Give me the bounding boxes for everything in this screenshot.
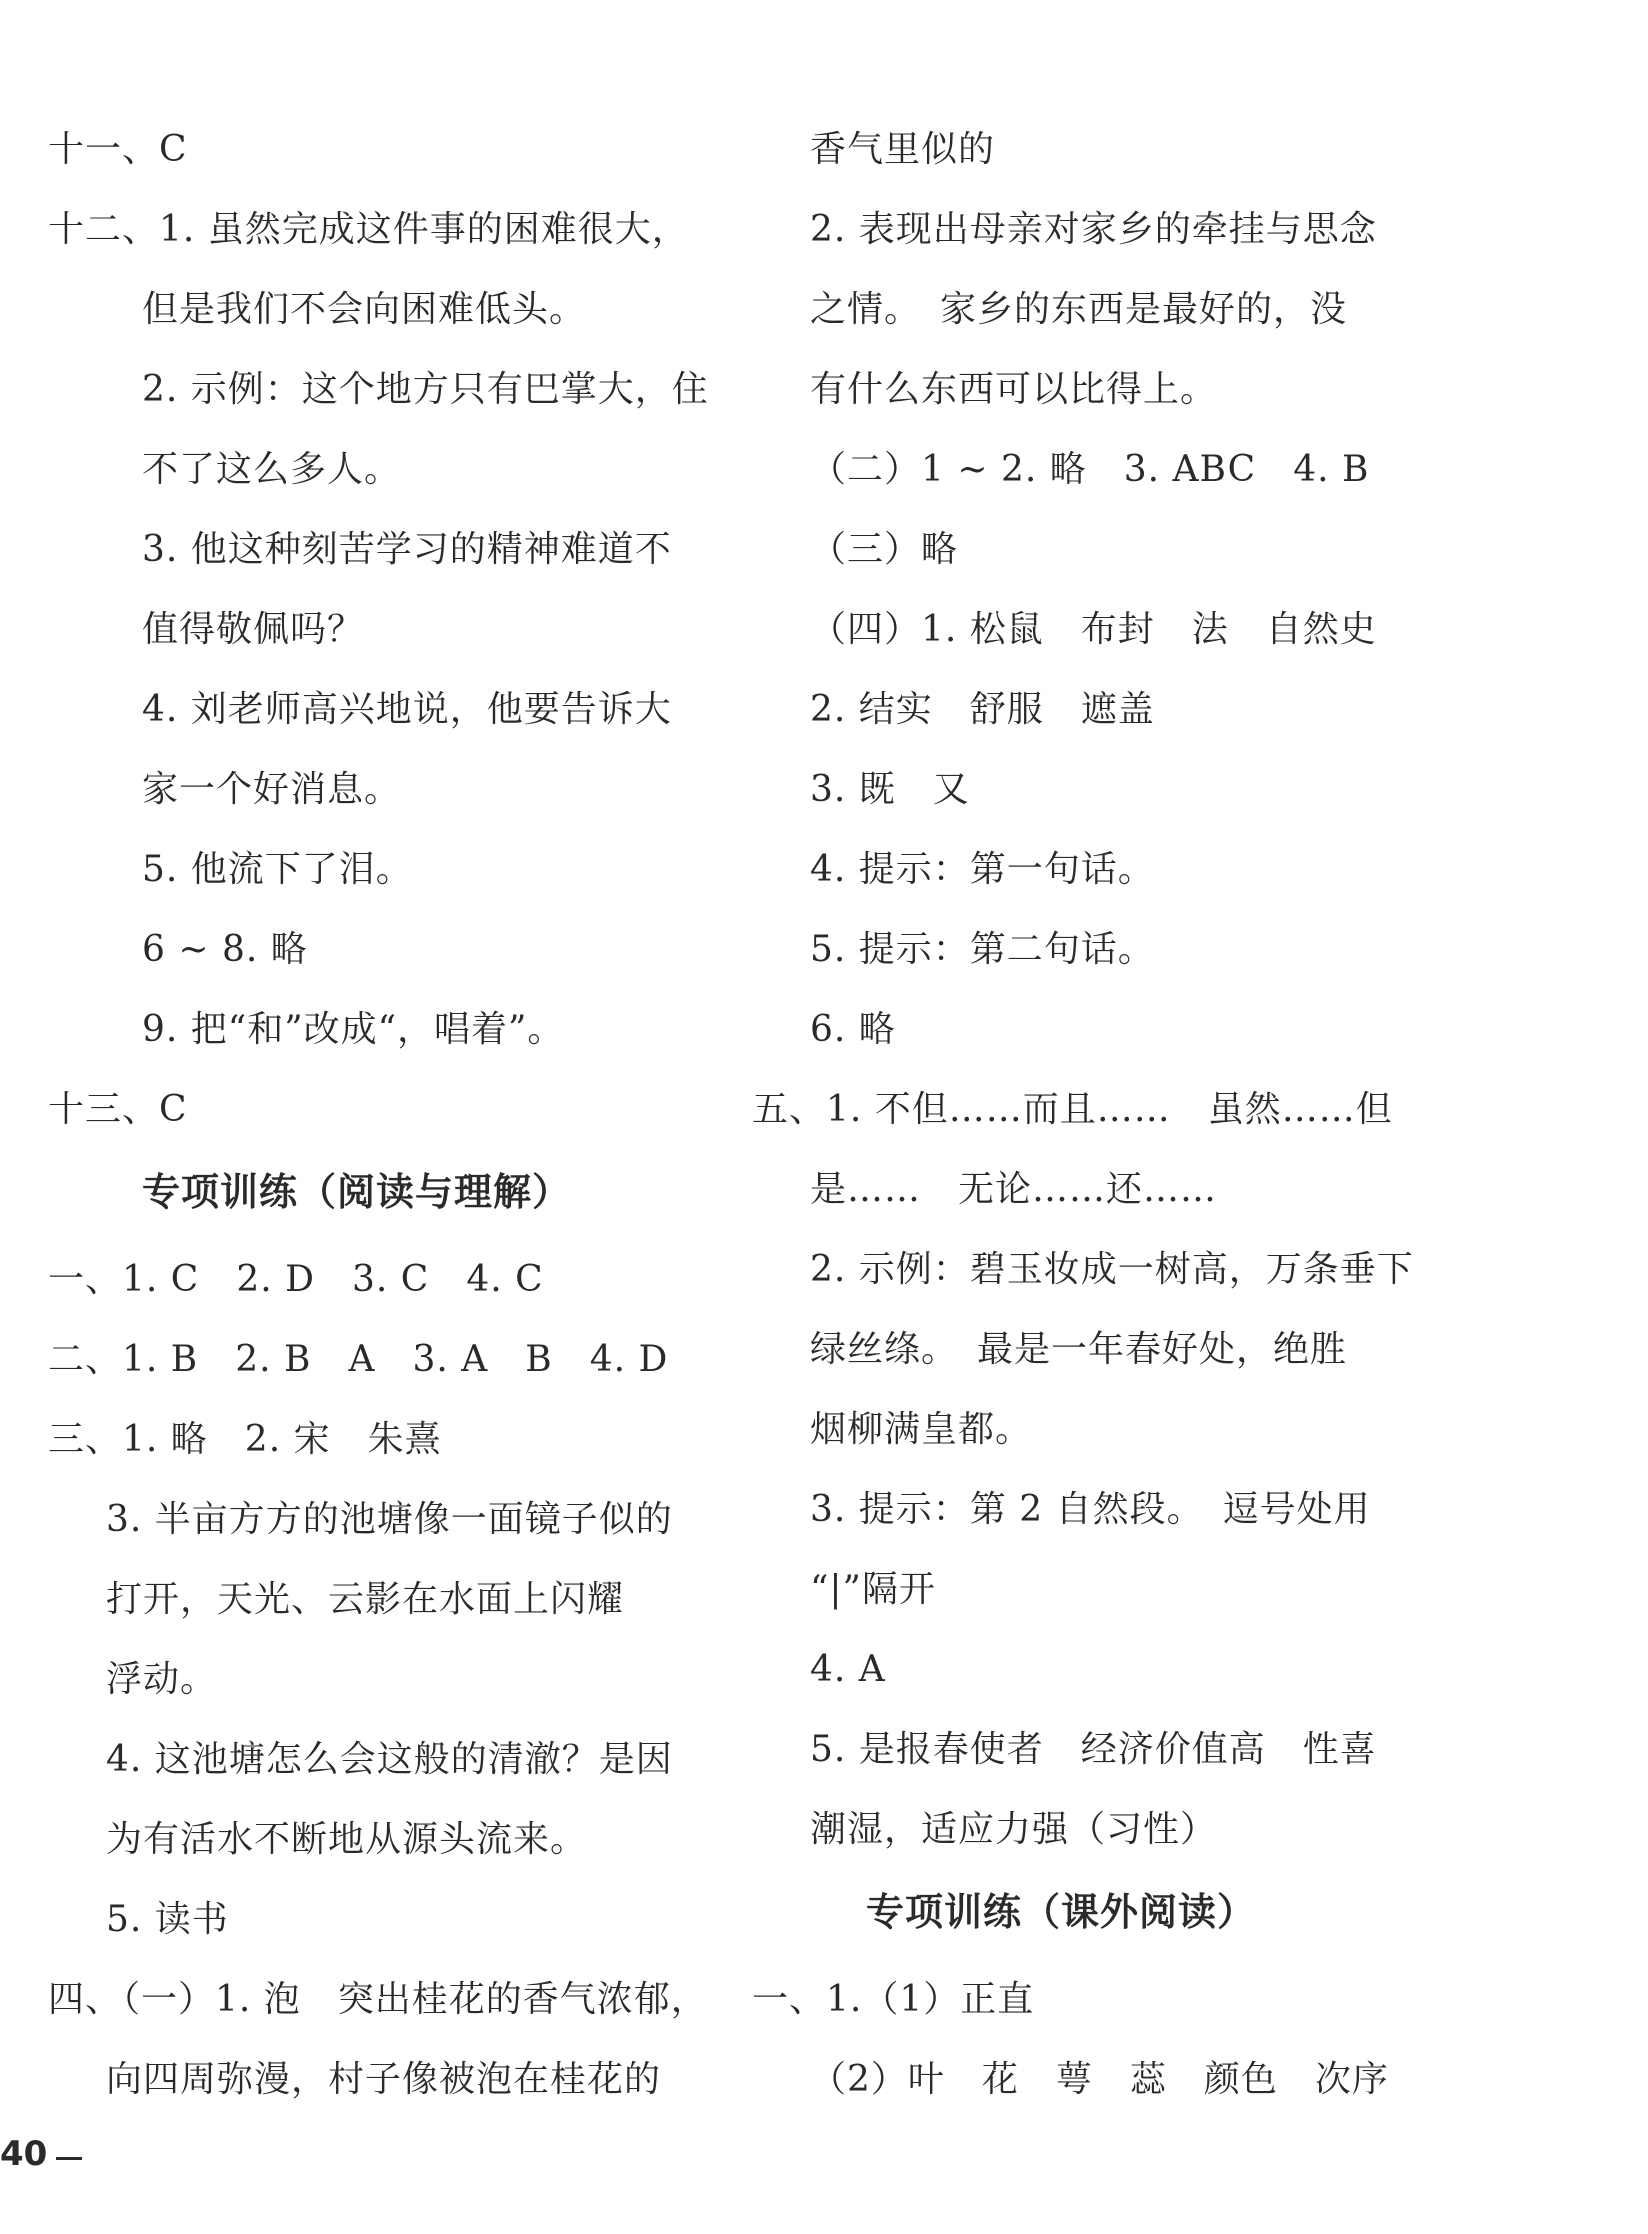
left-line: 为有活水不断地从源头流来。	[106, 1819, 588, 1860]
right-line: 3. 既 又	[810, 769, 970, 810]
right-line: 4. 提示：第一句话。	[810, 849, 1155, 890]
right-line: 2. 示例：碧玉妆成一树高，万条垂下	[810, 1249, 1414, 1290]
right-line: 6. 略	[810, 1009, 896, 1050]
right-line: 五、1. 不但……而且…… 虽然……但	[752, 1089, 1393, 1130]
right-line: 烟柳满皇都。	[810, 1409, 1033, 1450]
left-line: 9. 把“和”改成“，唱着”。	[142, 1009, 565, 1050]
right-line: 5. 是报春使者 经济价值高 性喜	[810, 1729, 1377, 1770]
right-line: （四）1. 松鼠 布封 法 自然史	[810, 609, 1377, 650]
left-line: 四、（一）1. 泡 突出桂花的香气浓郁，	[48, 1979, 708, 2020]
left-line: 值得敬佩吗？	[142, 609, 365, 650]
left-line: 二、1. B 2. B A 3. A B 4. D	[48, 1339, 669, 1380]
right-line: 2. 表现出母亲对家乡的牵挂与思念	[810, 209, 1377, 250]
left-line: 家一个好消息。	[142, 769, 402, 810]
right-line: “|”隔开	[810, 1569, 936, 1610]
right-line: 绿丝绦。 最是一年春好处，绝胜	[810, 1329, 1348, 1370]
right-line: 4. A	[810, 1649, 886, 1690]
section-heading: 专项训练（阅读与理解）	[142, 1170, 572, 1214]
left-line: 5. 他流下了泪。	[142, 849, 413, 890]
right-line: 是…… 无论……还……	[810, 1169, 1218, 1210]
right-line: 一、1.（1）正直	[752, 1979, 1035, 2020]
left-line: 十二、1. 虽然完成这件事的困难很大，	[48, 209, 689, 250]
page-number-dash	[56, 2157, 82, 2160]
left-line: 打开，天光、云影在水面上闪耀	[106, 1579, 625, 1620]
left-line: 3. 半亩方方的池塘像一面镜子似的	[106, 1499, 673, 1540]
left-line: 6 ~ 8. 略	[142, 929, 308, 970]
right-line: 有什么东西可以比得上。	[810, 369, 1218, 410]
left-line: 向四周弥漫，村子像被泡在桂花的	[106, 2059, 662, 2100]
right-line: （二）1 ~ 2. 略 3. ABC 4. B	[810, 449, 1370, 490]
left-column	[0, 0, 740, 2234]
right-line: （三）略	[810, 529, 959, 570]
left-line: 3. 他这种刻苦学习的精神难道不	[142, 529, 672, 570]
section-heading: 专项训练（课外阅读）	[866, 1890, 1257, 1934]
left-line: 浮动。	[106, 1659, 218, 1700]
right-line: 潮湿，适应力强（习性）	[810, 1809, 1218, 1850]
right-line: 香气里似的	[810, 129, 996, 170]
right-line: 2. 结实 舒服 遮盖	[810, 689, 1155, 730]
right-line: 5. 提示：第二句话。	[810, 929, 1155, 970]
left-line: 三、1. 略 2. 宋 朱熹	[48, 1419, 442, 1460]
right-line: （2）叶 花 萼 蕊 颜色 次序	[810, 2059, 1389, 2100]
left-line: 一、1. C 2. D 3. C 4. C	[48, 1259, 544, 1300]
left-line: 4. 这池塘怎么会这般的清澈？是因	[106, 1739, 673, 1780]
left-line: 4. 刘老师高兴地说，他要告诉大	[142, 689, 672, 730]
left-line: 但是我们不会向困难低头。	[142, 289, 587, 330]
left-line: 十三、C	[48, 1089, 188, 1130]
left-line: 2. 示例：这个地方只有巴掌大，住	[142, 369, 709, 410]
right-column	[740, 0, 1648, 2234]
page-number: 40	[0, 2134, 48, 2174]
right-line: 3. 提示：第 2 自然段。 逗号处用	[810, 1489, 1371, 1530]
left-line: 5. 读书	[106, 1899, 229, 1940]
left-line: 不了这么多人。	[142, 449, 402, 490]
left-line: 十一、C	[48, 129, 188, 170]
right-line: 之情。 家乡的东西是最好的，没	[810, 289, 1348, 330]
